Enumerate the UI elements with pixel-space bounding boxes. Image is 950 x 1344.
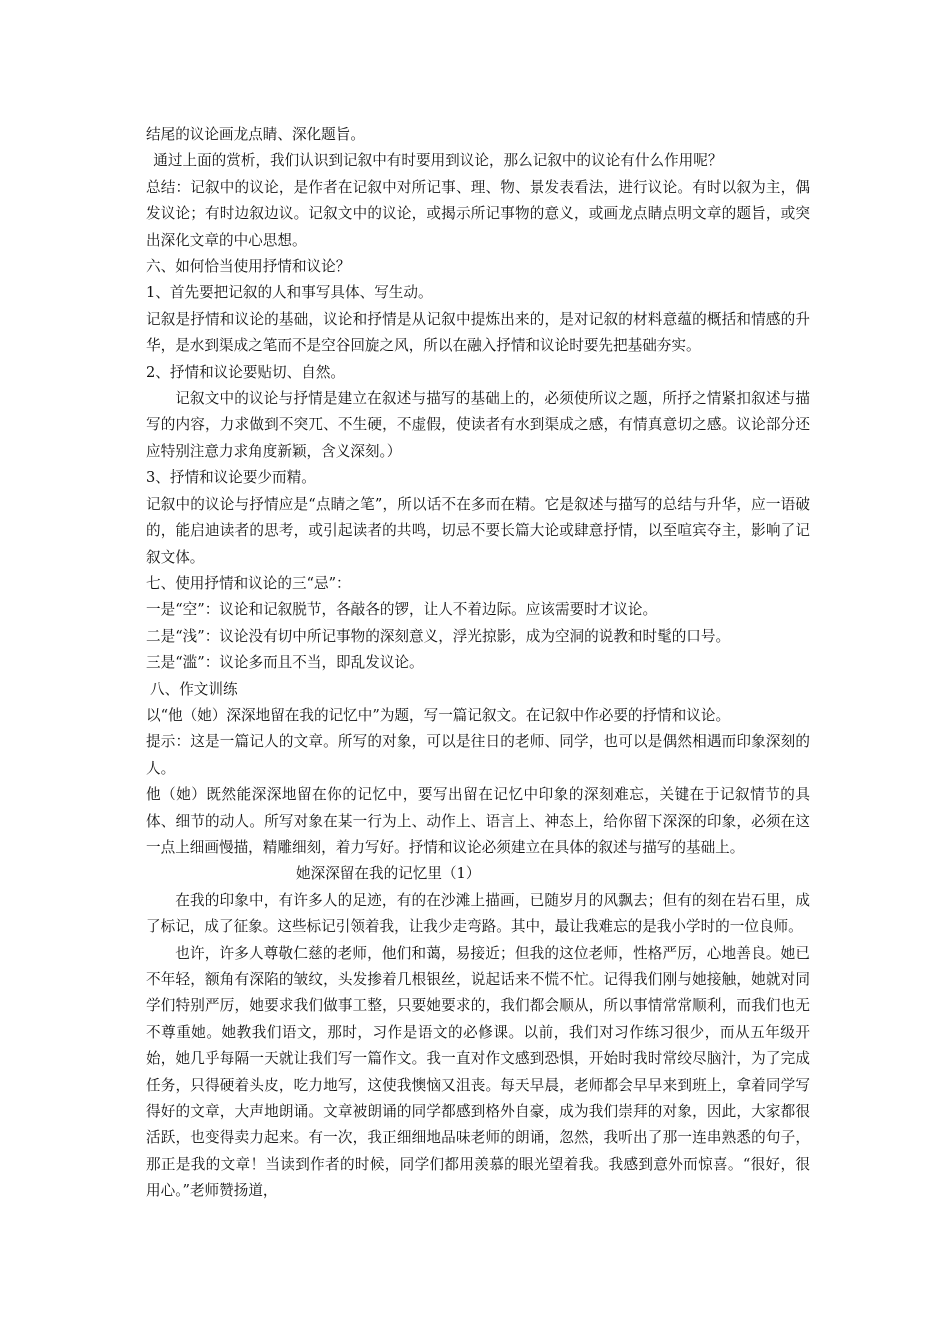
- essay-title: 她深深留在我的记忆里（1）: [296, 865, 481, 883]
- paragraph: 记叙是抒情和议论的基础，议论和抒情是从记叙中提炼出来的，是对记叙的材料意蕴的概括和情感的升华，是水到渠成之笔而不是空谷回旋之风，所以在融入抒情和议论时要先把基础夯实。: [146, 310, 810, 355]
- paragraph: 记叙中的议论与抒情应是“点睛之笔”，所以话不在多而在精。它是叙述与描写的总结与升华，应一语破的，能启迪读者的思考，或引起读者的共鸣，切忌不要长篇大论或肆意抒情，以至喧宾夺主，影响了记叙文体。: [146, 495, 810, 566]
- paragraph: 结尾的议论画龙点睛、深化题旨。: [146, 126, 365, 143]
- paragraph: 通过上面的赏析，我们认识到记叙中有时要用到议论，那么记叙中的议论有什么作用呢？: [153, 152, 723, 170]
- paragraph: 他（她）既然能深深地留在你的记忆中，要写出留在记忆中印象的深刻难忘，关键在于记叙情节的具体、细节的动人。所写对象在某一行为上、动作上、语言上、神态上，给你留下深深的印象，必须在这一点上细画慢描，精雕细刻，着力写好。抒情和议论必须建立在具体的叙述与描写的基础上。: [146, 786, 810, 856]
- section-heading: 八、作文训练: [150, 680, 238, 698]
- paragraph: 二是“浅”：议论没有切中所记事物的深刻意义，浮光掠影，成为空洞的说教和时髦的口号。: [146, 627, 731, 645]
- section-heading: 七、使用抒情和议论的三“忌”：: [146, 574, 351, 592]
- section-heading: 六、如何恰当使用抒情和议论？: [146, 258, 351, 276]
- subheading: 2、抒情和议论要贴切、自然。: [146, 363, 346, 381]
- paragraph: 记叙文中的议论与抒情是建立在叙述与描写的基础上的，必须使所议之题，所抒之情紧扣叙述与描写的内容，力求做到不突兀、不生硬，不虚假，使读者有水到渠成之感，有情真意切之感。议论部分还应特别注意力求角度新颖，含义深刻。）: [146, 390, 810, 460]
- paragraph: 以“他（她）深深地留在我的记忆中”为题，写一篇记叙文。在记叙中作必要的抒情和议论。: [146, 706, 731, 724]
- document-page: [146, 122, 810, 1205]
- essay-paragraph: 在我的印象中，有许多人的足迹，有的在沙滩上描画，已随岁月的风飘去；但有的刻在岩石里，成了标记，成了征象。这些标记引领着我，让我少走弯路。其中，最让我难忘的是我小学时的一位良师。: [146, 891, 810, 936]
- essay-paragraph: 也许，许多人尊敬仁慈的老师，他们和蔼，易接近；但我的这位老师，性格严厉，心地善良。她已不年轻，额角有深陷的皱纹，头发掺着几根银丝，说起话来不慌不忙。记得我们刚与她接触，她就对同学们特别严厉，她要求我们做事工整，只要她要求的，我们都会顺从，所以事情常常顺利，而我们也无不尊重她。她教我们语文，那时，习作是语文的必修课。以前，我们对习作练习很少，而从五年级开始，她几乎每隔一天就让我们写一篇作文。我一直对作文感到恐惧，开始时我时常绞尽脑汁，为了完成任务，只得硬着头皮，吃力地写，这使我懊恼又沮丧。每天早晨，老师都会早早来到班上，拿着同学写得好的文章，大声地朗诵。文章被朗诵的同学都感到格外自豪，成为我们崇拜的对象，因此，大家都很活跃，也变得卖力起来。有一次，我正细细地品味老师的朗诵，忽然，我听出了那一连串熟悉的句子，那正是我的文章！当读到作者的时候，同学们都用羡慕的眼光望着我。我感到意外而惊喜。“很好，很用心。”老师赞扬道，: [146, 944, 810, 1200]
- paragraph: 总结：记叙中的议论，是作者在记叙中对所记事、理、物、景发表看法，进行议论。有时以叙为主，偶发议论；有时边叙边议。记叙文中的议论，或揭示所记事物的意义，或画龙点睛点明文章的题旨，或突出深化文章的中心思想。: [146, 178, 810, 249]
- subheading: 3、抒情和议论要少而精。: [146, 469, 316, 487]
- paragraph: 三是“滥”：议论多而且不当，即乱发议论。: [146, 654, 424, 672]
- paragraph: 提示：这是一篇记人的文章。所写的对象，可以是往日的老师、同学，也可以是偶然相遇而印象深刻的人。: [146, 733, 810, 777]
- subheading: 1、首先要把记叙的人和事写具体、写生动。: [146, 284, 433, 302]
- paragraph: 一是“空”：议论和记叙脱节，各敲各的锣，让人不着边际。应该需要时才议论。: [146, 601, 658, 619]
